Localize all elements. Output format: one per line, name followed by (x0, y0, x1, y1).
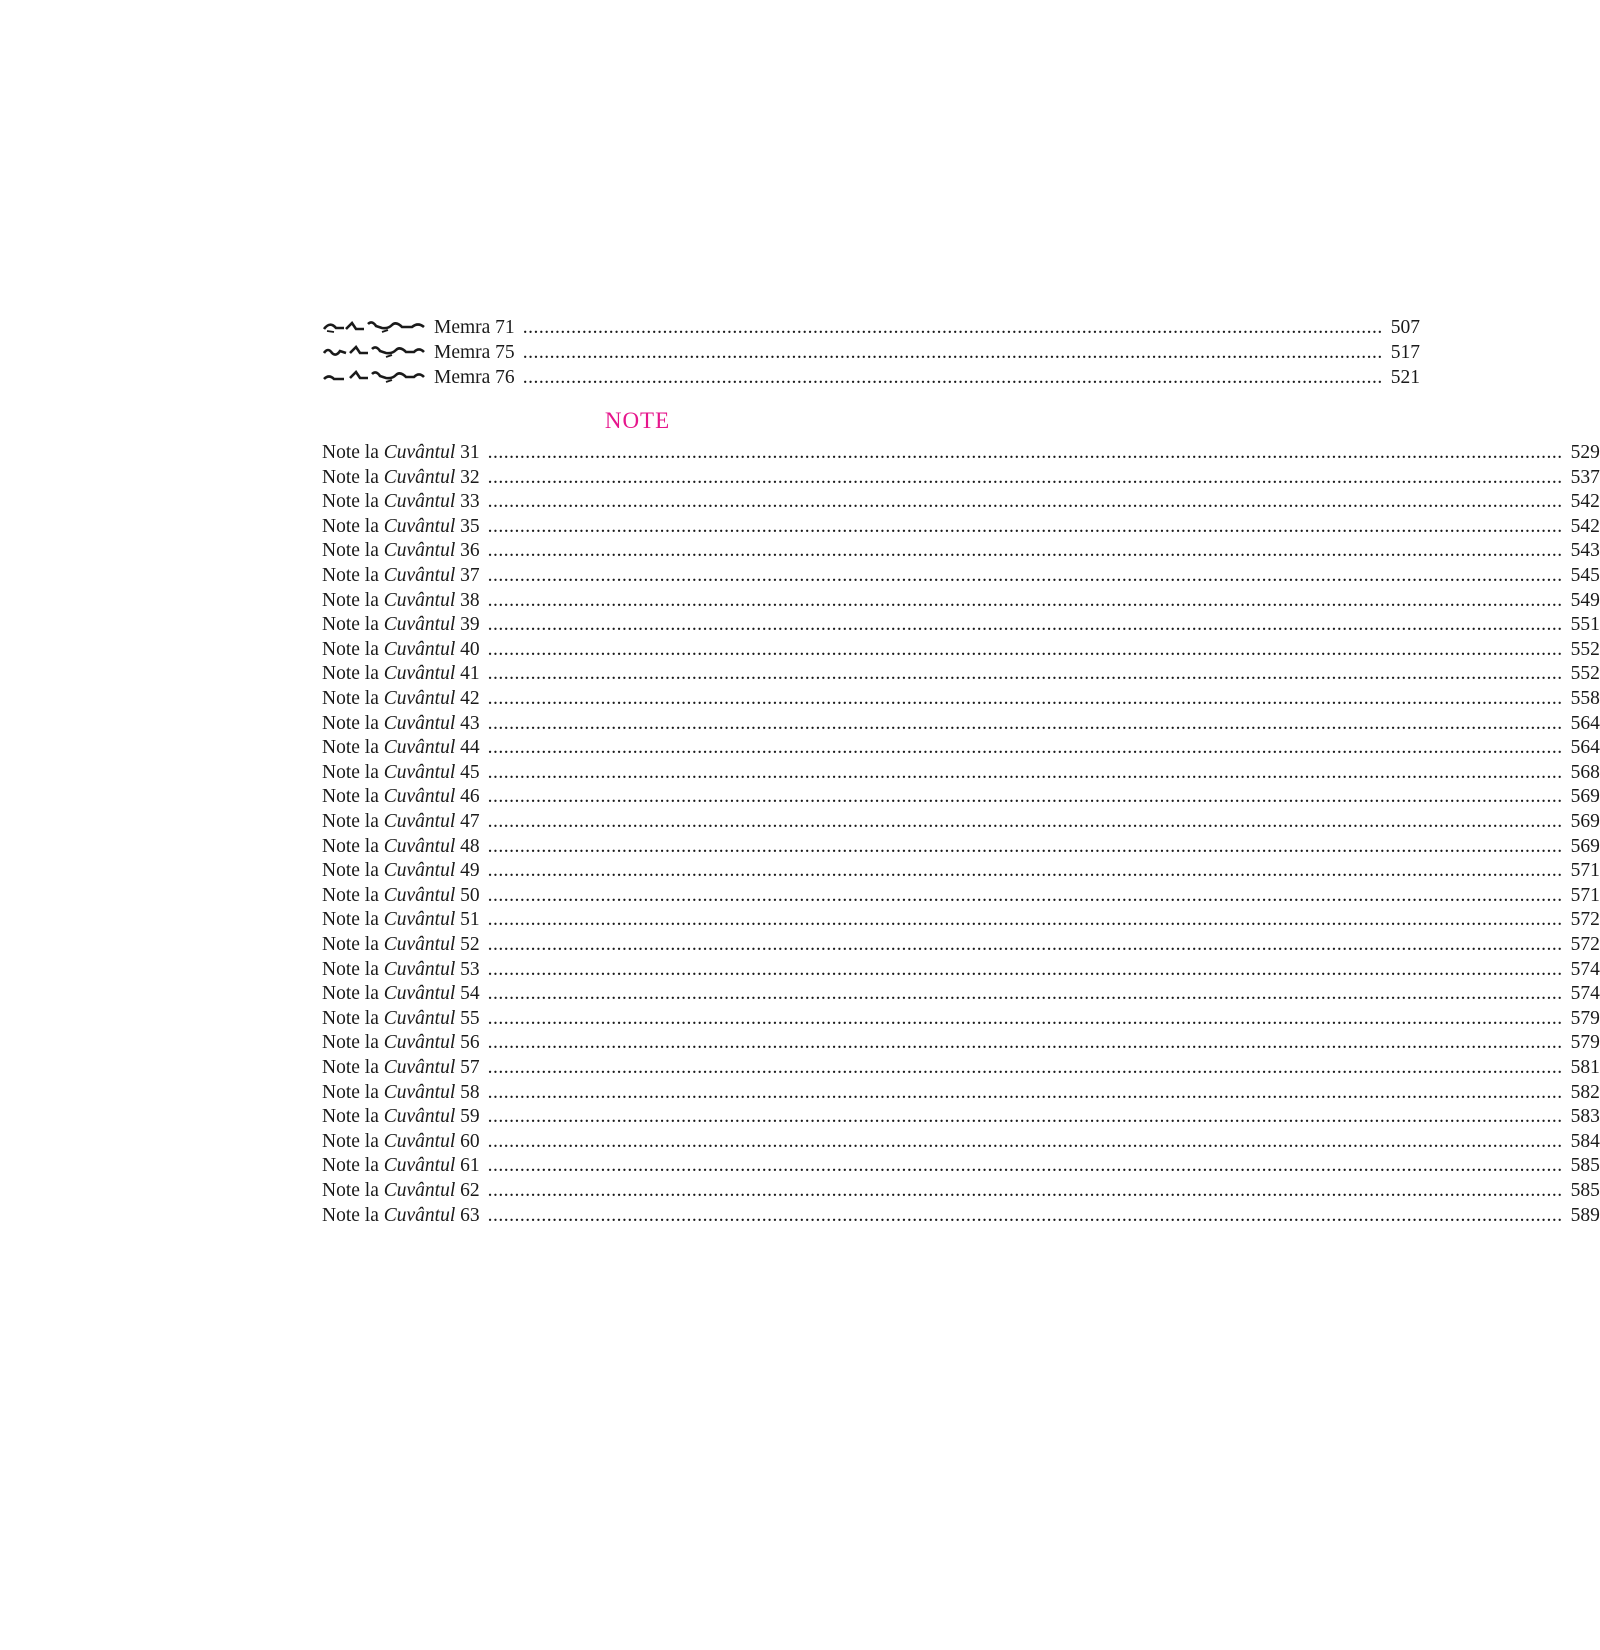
note-entry (322, 514, 1600, 539)
note-number: 61 (455, 1155, 480, 1177)
page-number: 517 (1390, 342, 1420, 363)
dot-leader: ........................................................................................................................................................................................................ (487, 1180, 1563, 1201)
note-word: Cuvântul (383, 835, 456, 857)
page-number: 507 (1390, 317, 1420, 338)
dot-leader: ........................................................................................................................................................................................................ (487, 1007, 1563, 1029)
page-number: 579 (1570, 1007, 1600, 1029)
note-prefix: Note la (322, 1081, 384, 1103)
memra-entry (322, 338, 1420, 363)
note-number: 36 (455, 540, 480, 562)
note-number: 49 (455, 860, 480, 882)
note-entry (322, 1129, 1600, 1154)
toc-entry-title (322, 440, 480, 465)
note-number: 38 (455, 589, 480, 611)
toc-entry-title (322, 1080, 480, 1105)
note-entry (322, 1153, 1600, 1178)
note-prefix: Note la (322, 983, 384, 1005)
note-number: 51 (455, 909, 480, 931)
note-word: Cuvântul (383, 1032, 456, 1054)
note-entry (322, 1006, 1600, 1031)
note-entry (322, 637, 1600, 662)
note-entry (322, 1178, 1600, 1203)
note-prefix: Note la (322, 1007, 384, 1029)
page-number: 574 (1570, 983, 1600, 1005)
note-word: Cuvântul (383, 614, 456, 636)
dot-leader: ........................................................................................................................................................................................................ (487, 515, 1563, 537)
dot-leader: ........................................................................................................................................................................................................ (487, 1106, 1563, 1128)
dot-leader: ................................................................................................................................................................ (522, 342, 1383, 363)
note-word: Cuvântul (383, 589, 456, 611)
note-prefix: Note la (322, 638, 384, 660)
note-word: Cuvântul (383, 1081, 456, 1103)
page-number: 521 (1390, 367, 1420, 388)
note-number: 41 (455, 663, 480, 685)
toc-entry-title (322, 1055, 480, 1080)
note-entry (322, 809, 1600, 834)
note-word: Cuvântul (383, 565, 456, 586)
note-prefix: Note la (322, 1204, 384, 1226)
toc-entry-title (322, 907, 480, 932)
dot-leader: ................................................................................................................................................................ (522, 367, 1383, 388)
note-word: Cuvântul (383, 1180, 456, 1201)
note-prefix: Note la (322, 958, 384, 980)
note-word: Cuvântul (383, 811, 456, 832)
toc-entry-title: Memra 76 (434, 367, 515, 388)
toc-entry-title (322, 465, 480, 490)
dot-leader: ........................................................................................................................................................................................................ (487, 442, 1563, 463)
dot-leader: ........................................................................................................................................................................................................ (487, 466, 1563, 488)
note-number: 63 (455, 1204, 480, 1226)
note-number: 59 (455, 1106, 480, 1128)
dot-leader: ........................................................................................................................................................................................................ (487, 761, 1563, 783)
page-number: 585 (1570, 1180, 1600, 1201)
note-word: Cuvântul (383, 1007, 456, 1029)
note-entry (322, 1030, 1600, 1055)
toc-entry-title (322, 784, 480, 809)
page-number: 569 (1570, 811, 1600, 832)
note-word: Cuvântul (383, 688, 456, 709)
page-number: 582 (1570, 1081, 1600, 1103)
syriac-script-icon (322, 366, 426, 386)
dot-leader: ........................................................................................................................................................................................................ (487, 884, 1563, 906)
note-entry (322, 784, 1600, 809)
note-number: 37 (455, 565, 480, 586)
page-number: 568 (1570, 761, 1600, 783)
dot-leader: ........................................................................................................................................................................................................ (487, 589, 1563, 611)
note-number: 57 (455, 1057, 480, 1078)
note-entry (322, 1080, 1600, 1105)
toc-entry-title (322, 1006, 480, 1031)
page-number: 537 (1570, 466, 1600, 488)
note-entry (322, 711, 1600, 736)
note-number: 48 (455, 835, 480, 857)
page-number: 572 (1570, 934, 1600, 955)
toc-entry-title (322, 858, 480, 883)
note-entry (322, 735, 1600, 760)
dot-leader: ........................................................................................................................................................................................................ (487, 638, 1563, 660)
note-prefix: Note la (322, 1032, 384, 1054)
page-number: 581 (1570, 1057, 1600, 1078)
toc-entry-title (322, 711, 480, 736)
note-number: 40 (455, 638, 480, 660)
note-number: 39 (455, 614, 480, 636)
note-prefix: Note la (322, 515, 384, 537)
note-entry (322, 661, 1600, 686)
page-number: 545 (1570, 565, 1600, 586)
note-word: Cuvântul (383, 1155, 456, 1177)
note-word: Cuvântul (383, 491, 456, 513)
note-prefix: Note la (322, 589, 384, 611)
dot-leader: ........................................................................................................................................................................................................ (487, 491, 1563, 513)
note-prefix: Note la (322, 688, 384, 709)
dot-leader: ........................................................................................................................................................................................................ (487, 663, 1563, 685)
memra-entry (322, 313, 1420, 338)
dot-leader: ........................................................................................................................................................................................................ (487, 983, 1563, 1005)
toc-entry-title (322, 809, 480, 834)
note-prefix: Note la (322, 811, 384, 832)
note-number: 58 (455, 1081, 480, 1103)
note-number: 47 (455, 811, 480, 832)
page-number: 564 (1570, 712, 1600, 734)
dot-leader: ........................................................................................................................................................................................................ (487, 1032, 1563, 1054)
note-entry (322, 858, 1600, 883)
toc-entry-title (322, 661, 480, 686)
note-number: 52 (455, 934, 480, 955)
dot-leader: ........................................................................................................................................................................................................ (487, 1057, 1563, 1078)
note-number: 33 (455, 491, 480, 513)
note-prefix: Note la (322, 860, 384, 882)
toc-entry-title (322, 1104, 480, 1129)
note-number: 60 (455, 1130, 480, 1152)
page-number: 571 (1570, 884, 1600, 906)
toc-entry-title (322, 637, 480, 662)
page-number: 552 (1570, 663, 1600, 685)
toc-entry-title (322, 538, 480, 563)
page-number: 564 (1570, 737, 1600, 759)
memra-entry (322, 363, 1420, 388)
page-number: 549 (1570, 589, 1600, 611)
note-entry (322, 465, 1600, 490)
page-number: 584 (1570, 1130, 1600, 1152)
toc-entry-title (322, 981, 480, 1006)
note-prefix: Note la (322, 614, 384, 636)
dot-leader: ........................................................................................................................................................................................................ (487, 811, 1563, 832)
note-prefix: Note la (322, 1155, 384, 1177)
note-entry (322, 1055, 1600, 1080)
note-entry (322, 834, 1600, 859)
note-prefix: Note la (322, 786, 384, 808)
dot-leader: ........................................................................................................................................................................................................ (487, 614, 1563, 636)
note-prefix: Note la (322, 909, 384, 931)
dot-leader: ........................................................................................................................................................................................................ (487, 958, 1563, 980)
note-prefix: Note la (322, 737, 384, 759)
note-prefix: Note la (322, 491, 384, 513)
page-number: 542 (1570, 491, 1600, 513)
note-prefix: Note la (322, 712, 384, 734)
page-number: 572 (1570, 909, 1600, 931)
note-entry (322, 1104, 1600, 1129)
toc-entry-title (322, 588, 480, 613)
note-number: 54 (455, 983, 480, 1005)
toc-entry-title (322, 514, 480, 539)
note-entry (322, 1203, 1600, 1228)
page-number: 571 (1570, 860, 1600, 882)
dot-leader: ........................................................................................................................................................................................................ (487, 835, 1563, 857)
note-entry (322, 588, 1600, 613)
note-prefix: Note la (322, 540, 384, 562)
page-number: 552 (1570, 638, 1600, 660)
dot-leader: ........................................................................................................................................................................................................ (487, 1130, 1563, 1152)
toc-entry-title: Memra 71 (434, 317, 515, 338)
page-number: 558 (1570, 688, 1600, 709)
note-word: Cuvântul (383, 1204, 456, 1226)
note-entry (322, 538, 1600, 563)
toc-entry-title (322, 489, 480, 514)
note-number: 62 (455, 1180, 480, 1201)
note-word: Cuvântul (383, 663, 456, 685)
dot-leader: ........................................................................................................................................................................................................ (487, 1204, 1563, 1226)
note-word: Cuvântul (383, 515, 456, 537)
note-word: Cuvântul (383, 442, 456, 463)
note-word: Cuvântul (383, 909, 456, 931)
page-number: 585 (1570, 1155, 1600, 1177)
note-number: 31 (455, 442, 480, 463)
dot-leader: ........................................................................................................................................................................................................ (487, 860, 1563, 882)
toc-entry-title (322, 834, 480, 859)
dot-leader: ........................................................................................................................................................................................................ (487, 1155, 1563, 1177)
note-number: 32 (455, 466, 480, 488)
toc-entry-title (322, 735, 480, 760)
note-word: Cuvântul (383, 860, 456, 882)
note-number: 43 (455, 712, 480, 734)
note-word: Cuvântul (383, 761, 456, 783)
dot-leader: ........................................................................................................................................................................................................ (487, 1081, 1563, 1103)
note-entry (322, 907, 1600, 932)
dot-leader: ................................................................................................................................................................ (522, 317, 1383, 338)
page-number: 551 (1570, 614, 1600, 636)
note-entry (322, 686, 1600, 711)
note-number: 35 (455, 515, 480, 537)
toc-entry-title (322, 1129, 480, 1154)
note-entry (322, 883, 1600, 908)
syriac-script-icon (322, 316, 426, 336)
toc-entry-title: Memra 75 (434, 342, 515, 363)
page-number: 569 (1570, 835, 1600, 857)
note-prefix: Note la (322, 466, 384, 488)
page-number: 583 (1570, 1106, 1600, 1128)
syriac-script-icon (322, 341, 426, 361)
page-number: 574 (1570, 958, 1600, 980)
note-prefix: Note la (322, 934, 384, 955)
note-number: 53 (455, 958, 480, 980)
note-prefix: Note la (322, 761, 384, 783)
note-word: Cuvântul (383, 884, 456, 906)
note-number: 44 (455, 737, 480, 759)
toc-entry-title (322, 612, 480, 637)
note-prefix: Note la (322, 663, 384, 685)
note-word: Cuvântul (383, 737, 456, 759)
note-word: Cuvântul (383, 712, 456, 734)
toc-entry-title (322, 1178, 480, 1203)
note-word: Cuvântul (383, 1106, 456, 1128)
dot-leader: ........................................................................................................................................................................................................ (487, 565, 1563, 586)
note-entry (322, 932, 1600, 957)
toc-entry-title (322, 1203, 480, 1228)
section-heading-note: NOTE (604, 408, 671, 433)
note-entry (322, 981, 1600, 1006)
dot-leader: ........................................................................................................................................................................................................ (487, 737, 1563, 759)
page-number: 543 (1570, 540, 1600, 562)
note-entry (322, 563, 1600, 588)
dot-leader: ........................................................................................................................................................................................................ (487, 540, 1563, 562)
note-word: Cuvântul (383, 638, 456, 660)
toc-entry-title (322, 957, 480, 982)
note-word: Cuvântul (383, 1057, 456, 1078)
note-word: Cuvântul (383, 1130, 456, 1152)
dot-leader: ........................................................................................................................................................................................................ (487, 934, 1563, 955)
page-number: 542 (1570, 515, 1600, 537)
note-word: Cuvântul (383, 934, 456, 955)
toc-entry-title (322, 883, 480, 908)
note-word: Cuvântul (383, 786, 456, 808)
note-word: Cuvântul (383, 983, 456, 1005)
toc-entry-title (322, 686, 480, 711)
note-prefix: Note la (322, 1130, 384, 1152)
note-number: 50 (455, 884, 480, 906)
dot-leader: ........................................................................................................................................................................................................ (487, 688, 1563, 709)
note-entry (322, 489, 1600, 514)
toc-entry-title (322, 1153, 480, 1178)
page-number: 579 (1570, 1032, 1600, 1054)
dot-leader: ........................................................................................................................................................................................................ (487, 786, 1563, 808)
note-prefix: Note la (322, 442, 384, 463)
note-entry (322, 957, 1600, 982)
dot-leader: ........................................................................................................................................................................................................ (487, 712, 1563, 734)
note-prefix: Note la (322, 565, 384, 586)
note-prefix: Note la (322, 1180, 384, 1201)
toc-entry-title (322, 1030, 480, 1055)
note-number: 45 (455, 761, 480, 783)
dot-leader: ........................................................................................................................................................................................................ (487, 909, 1563, 931)
toc-entry-title (322, 932, 480, 957)
toc-entry-title (322, 760, 480, 785)
note-number: 46 (455, 786, 480, 808)
toc-entry-title (322, 563, 480, 588)
note-word: Cuvântul (383, 958, 456, 980)
note-word: Cuvântul (383, 540, 456, 562)
note-number: 55 (455, 1007, 480, 1029)
note-prefix: Note la (322, 884, 384, 906)
page-number: 529 (1570, 442, 1600, 463)
note-number: 42 (455, 688, 480, 709)
note-word: Cuvântul (383, 466, 456, 488)
note-entry (322, 760, 1600, 785)
page-number: 569 (1570, 786, 1600, 808)
note-prefix: Note la (322, 1057, 384, 1078)
note-prefix: Note la (322, 835, 384, 857)
page-number: 589 (1570, 1204, 1600, 1226)
note-entry (322, 612, 1600, 637)
note-entry (322, 440, 1600, 465)
note-number: 56 (455, 1032, 480, 1054)
note-prefix: Note la (322, 1106, 384, 1128)
